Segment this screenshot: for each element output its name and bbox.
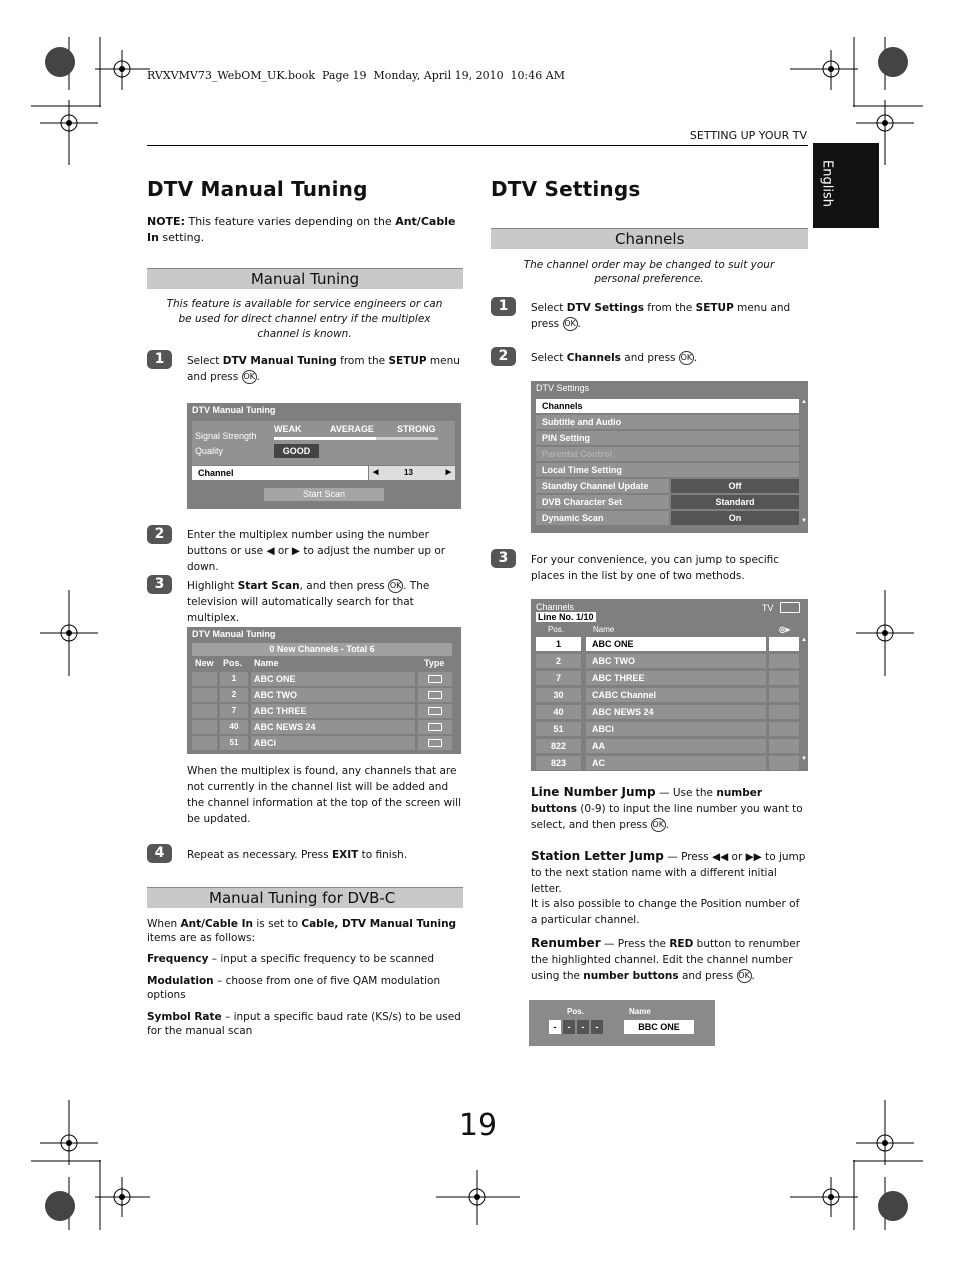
scroll-down-icon[interactable]: ▼ [801, 518, 807, 524]
tv-icon [428, 707, 442, 715]
renumber-text: Renumber — Press the RED button to renumber the highlighted channel. Edit the channel number using the number buttons and press OK . [531, 936, 801, 982]
step-badge-4: 4 [147, 844, 172, 863]
new-cell [192, 688, 217, 702]
name-cell: ABC TWO [251, 688, 415, 702]
left-arrow-icon[interactable]: ◀ [373, 469, 379, 476]
screen-title: DTV Settings [536, 383, 590, 393]
name-cell[interactable]: ABC NEWS 24 [586, 705, 766, 719]
col-pos: Pos. [223, 658, 243, 668]
name-cell: ABC THREE [251, 704, 415, 718]
pos-cell: 1 [220, 672, 248, 686]
channel-stepper[interactable]: ◀ 13 ▶ [369, 466, 455, 480]
settings-item[interactable]: DVB Character Set [536, 495, 669, 509]
left-step4-text: Repeat as necessary. Press EXIT to finish. [187, 849, 408, 861]
col-name: Name [629, 1007, 651, 1016]
new-cell [192, 736, 217, 750]
name-cell[interactable]: CABC Channel [586, 688, 766, 702]
station-letter-jump: Station Letter Jump — Press ◀◀ or ▶▶ to jump to the next station name with a different initial letter. [531, 849, 806, 895]
language-tab-label: English [819, 160, 835, 207]
after-scan-text: When the multiplex is found, any channels that are not currently in the channel list will be added and the channel information at the top of the screen will be updated. [187, 765, 462, 825]
skip-cell[interactable] [769, 739, 799, 753]
line-number: Line No. 1/10 [538, 612, 594, 622]
tv-icon [780, 602, 800, 613]
step-badge-1: 1 [491, 297, 516, 316]
scroll-up-icon[interactable]: ▲ [801, 637, 807, 643]
screen-dtv-settings [531, 381, 808, 533]
pos-cell[interactable]: 7 [536, 671, 581, 685]
col-name: Name [254, 658, 279, 668]
right-arrow-icon[interactable]: ▶ [445, 469, 451, 476]
left-title: DTV Manual Tuning [147, 177, 368, 201]
ok-icon: OK [737, 969, 752, 983]
pos-cell: 51 [220, 736, 248, 750]
skip-cell[interactable] [769, 654, 799, 668]
screen-renumber [529, 1000, 715, 1046]
scroll-up-icon[interactable]: ▲ [801, 399, 807, 405]
left-step3-text: Highlight Start Scan, and then press OK . The television will automatically search for that multiplex. [187, 580, 430, 624]
step-badge-2: 2 [147, 525, 172, 544]
modulation-text: Modulation – choose from one of five QAM modulation options [147, 975, 441, 1001]
col-pos: Pos. [548, 625, 565, 634]
name-cell[interactable]: AC [586, 756, 766, 770]
skip-cell[interactable] [769, 722, 799, 736]
left-step1-text: Select DTV Manual Tuning from the SETUP menu and press OK . [187, 355, 460, 383]
ok-icon: OK [679, 351, 694, 365]
name-cell: ABCi [251, 736, 415, 750]
renumber-name[interactable]: BBC ONE [624, 1020, 694, 1034]
col-new: New [195, 658, 214, 668]
settings-value[interactable]: Standard [671, 495, 799, 509]
pos-cell[interactable]: 30 [536, 688, 581, 702]
digit-box[interactable]: - [563, 1020, 575, 1034]
pos-cell: 7 [220, 704, 248, 718]
tv-icon [428, 739, 442, 747]
right-step3-text: For your convenience, you can jump to specific places in the list by one of two methods. [531, 554, 779, 582]
band-channels: Channels [491, 228, 808, 249]
band-manual-tuning: Manual Tuning [147, 268, 463, 289]
skip-cell[interactable] [769, 705, 799, 719]
skip-cell[interactable] [769, 688, 799, 702]
settings-item[interactable]: Local Time Setting [536, 463, 799, 477]
screen-channel-list [531, 599, 808, 771]
name-cell[interactable]: ABC ONE [586, 637, 766, 651]
ok-icon: OK [651, 818, 666, 832]
screen-title: DTV Manual Tuning [192, 629, 276, 639]
left-step2-text: Enter the multiplex number using the number buttons or use ◀ or ▶ to adjust the number up or down. [187, 529, 446, 573]
settings-item[interactable]: Dynamic Scan [536, 511, 669, 525]
skip-cell[interactable] [769, 637, 799, 651]
type-cell [418, 688, 452, 702]
col-type: Type [424, 658, 445, 668]
pos-cell[interactable]: 2 [536, 654, 581, 668]
band-dvbc: Manual Tuning for DVB-C [147, 887, 463, 908]
pos-cell[interactable]: 51 [536, 722, 581, 736]
settings-item[interactable]: PIN Setting [536, 431, 799, 445]
settings-value[interactable]: On [671, 511, 799, 525]
settings-value[interactable]: Off [671, 479, 799, 493]
pos-cell[interactable]: 1 [536, 637, 581, 651]
tv-icon [428, 691, 442, 699]
skip-cell[interactable] [769, 671, 799, 685]
digit-box[interactable]: - [591, 1020, 603, 1034]
new-cell [192, 720, 217, 734]
symbol-rate-text: Symbol Rate – input a specific baud rate (KS/s) to be used for the manual scan [147, 1011, 461, 1037]
signal-bar-fill [274, 437, 376, 440]
pos-cell: 40 [220, 720, 248, 734]
right-italic: The channel order may be changed to suit your personal preference. [523, 259, 775, 285]
settings-item[interactable]: Channels [536, 399, 799, 413]
channel-row[interactable]: Channel [192, 466, 368, 480]
header-rule [147, 145, 808, 146]
frequency-text: Frequency – input a specific frequency to be scanned [147, 953, 434, 965]
settings-item[interactable]: Parental Control [536, 447, 799, 461]
right-step2-text: Select Channels and press OK . [531, 352, 698, 364]
strong-label: STRONG [397, 424, 436, 434]
scroll-down-icon[interactable]: ▼ [801, 756, 807, 762]
new-cell [192, 704, 217, 718]
type-cell [418, 704, 452, 718]
ok-icon: OK [242, 370, 257, 384]
right-step1-text: Select DTV Settings from the SETUP menu and press OK . [531, 302, 791, 330]
weak-label: WEAK [274, 424, 302, 434]
new-cell [192, 672, 217, 686]
pos-cell: 2 [220, 688, 248, 702]
screen-title: DTV Manual Tuning [192, 405, 276, 415]
quality-label: Quality [195, 446, 224, 456]
left-italic: This feature is available for service engineers or can be used for direct channel entry if the multiplex channel is known. [166, 298, 443, 340]
step-badge-1: 1 [147, 350, 172, 369]
digit-box[interactable]: - [549, 1020, 561, 1034]
step-badge-3: 3 [147, 575, 172, 594]
digit-box[interactable]: - [577, 1020, 589, 1034]
step-badge-2: 2 [491, 347, 516, 366]
tv-label: TV [762, 603, 774, 613]
scan-summary: 0 New Channels - Total 6 [192, 643, 452, 656]
position-text: It is also possible to change the Position number of a particular channel. [531, 898, 800, 926]
type-cell [418, 720, 452, 734]
name-cell: ABC ONE [251, 672, 415, 686]
settings-item[interactable]: Subtitle and Audio [536, 415, 799, 429]
tv-icon [428, 675, 442, 683]
col-name: Name [593, 625, 615, 634]
settings-item[interactable]: Standby Channel Update [536, 479, 669, 493]
screen-title: Channels [536, 602, 575, 612]
pos-cell[interactable]: 40 [536, 705, 581, 719]
quality-value: GOOD [274, 444, 319, 458]
ok-icon: OK [388, 579, 403, 593]
step-badge-3: 3 [491, 549, 516, 568]
start-scan-button[interactable]: Start Scan [264, 488, 384, 501]
col-pos: Pos. [567, 1007, 584, 1016]
left-note: NOTE: This feature varies depending on the Ant/Cable In setting. [147, 215, 456, 244]
type-cell [418, 672, 452, 686]
screen-scan-results [187, 627, 461, 754]
pos-cell[interactable]: 823 [536, 756, 581, 770]
average-label: AVERAGE [330, 424, 374, 434]
name-cell: ABC NEWS 24 [251, 720, 415, 734]
name-cell[interactable]: AA [586, 739, 766, 753]
tv-icon [428, 723, 442, 731]
type-cell [418, 736, 452, 750]
section-header: SETTING UP YOUR TV [689, 129, 807, 142]
skip-cell[interactable] [769, 756, 799, 770]
ok-icon: OK [563, 317, 578, 331]
page-number: 19 [458, 1108, 498, 1143]
name-cell[interactable]: ABCi [586, 722, 766, 736]
screen-manual-tuning [187, 403, 461, 509]
signal-strength-label: Signal Strength [195, 431, 257, 441]
pos-cell[interactable]: 822 [536, 739, 581, 753]
line-number-jump: Line Number Jump — Use the number buttons (0-9) to input the line number you want to select, and then press OK . [531, 785, 803, 831]
name-cell[interactable]: ABC TWO [586, 654, 766, 668]
dvbc-intro: When Ant/Cable In is set to Cable, DTV Manual Tuning items are as follows: [147, 918, 457, 944]
name-cell[interactable]: ABC THREE [586, 671, 766, 685]
skip-icon: ◎▸ [779, 625, 790, 634]
book-header: RVXVMV73_WebOM_UK.book Page 19 Monday, April 19, 2010 10:46 AM [147, 69, 565, 82]
right-title: DTV Settings [491, 177, 641, 201]
